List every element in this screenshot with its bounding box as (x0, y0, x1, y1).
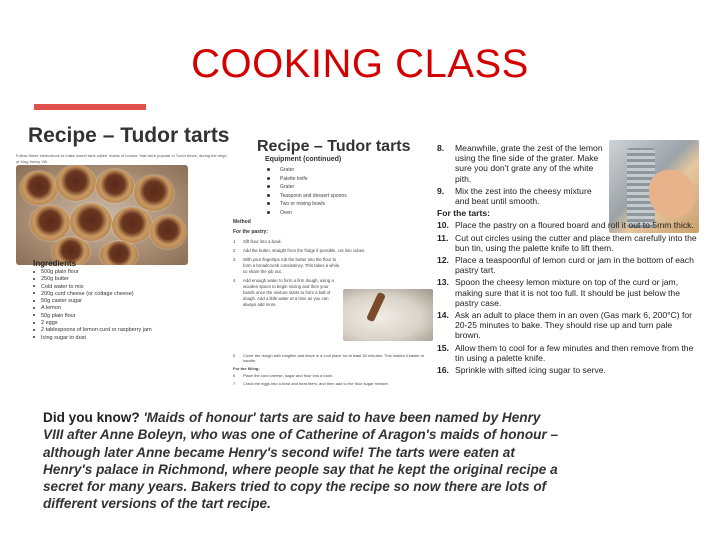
ingredient-item (33, 269, 233, 276)
step-text: Place the curd cheese, sugar and flour into a bowl. (243, 373, 333, 379)
step-number: 9. (437, 185, 445, 196)
method-step (437, 277, 697, 308)
step-number: 12. (437, 255, 449, 266)
method-step (437, 143, 607, 184)
method-step (233, 239, 433, 245)
step-number: 4 (233, 278, 236, 283)
recipe-intro: Follow these instructions to make sweet tarts called 'maids of honour' that were popular in Tudor times, during the reign of King Henry VIII. (16, 153, 227, 164)
equipment-item (267, 183, 437, 192)
step-number: 10. (437, 220, 449, 231)
equipment-text: Grater (280, 184, 295, 190)
method-step (233, 366, 433, 371)
step-text: Cover the dough with clingfilm and leave in a cool place for at least 30 minutes. This makes it easier to handle. (243, 353, 425, 364)
mixing-bowl-photo (343, 289, 433, 341)
step-text: Allow them to cool for a few minutes and then remove from the tin using a palette knife. (455, 342, 694, 363)
ingredients-heading: Ingredients (33, 259, 77, 268)
step-number: 5 (233, 353, 236, 358)
step-number: 15. (437, 342, 449, 353)
recipe-title-continued: Recipe – Tudor tarts (257, 138, 411, 155)
ingredient-text: 500g plain flour (41, 269, 79, 275)
ingredient-item (33, 305, 233, 312)
step-number: 11. (437, 232, 449, 243)
step-text: For the filling: (233, 365, 260, 371)
step-text: Add the butter, straight from the fridge if possible, cut into cubes. (243, 248, 366, 253)
equipment-item (267, 200, 437, 209)
did-you-know-box (43, 409, 563, 513)
step-text: With your fingertips rub the butter into the flour to form a breadcrumb consistency. This takes a while, so share the job out. (243, 257, 341, 274)
step-number: 7 (233, 380, 236, 386)
equipment-text: Palette knife (280, 175, 308, 182)
step-text: Crack the eggs into a bowl and beat them, and then add to the flour sugar mixture. (243, 380, 389, 386)
step-number: 16. (437, 365, 449, 376)
ingredient-item (33, 335, 233, 342)
equipment-item (267, 192, 437, 201)
method-step (437, 343, 697, 363)
method-step (233, 257, 341, 275)
method-step (233, 353, 433, 364)
equipment-text: Grater (280, 167, 295, 173)
method-step (437, 365, 697, 375)
method-step (233, 373, 433, 378)
step-number: 1 (233, 239, 236, 244)
ingredient-text: 250g butter (41, 276, 69, 283)
method-step (233, 381, 433, 386)
step-text: Ask an adult to place them in an oven (Gas mark 6, 200°C) for 20-25 minutes to bake. They should rise up and turn pale brown. (455, 310, 693, 341)
method-step (437, 220, 697, 230)
ingredient-text: 2 eggs (41, 320, 58, 327)
ingredient-item (33, 284, 233, 291)
step-number: 2 (233, 248, 236, 253)
method-step (233, 248, 433, 254)
step-text: Cut out circles using the cutter and place them carefully into the bun tin, using the palette knife to lift them. (455, 232, 697, 253)
step-text: Add enough water to form a firm dough, using a wooden spoon to begin mixing and then your hands once the mixture starts to form a ball of dough. Add a little water at a time as you can always add more. (243, 278, 334, 307)
equipment-heading: Equipment (continued) (265, 156, 342, 163)
ingredient-item (33, 313, 233, 320)
recipe-title: Recipe – Tudor tarts (28, 124, 230, 147)
step-number: 14. (437, 310, 449, 321)
method-step (233, 278, 341, 308)
method-step (437, 310, 697, 341)
step-text: Place the pastry on a floured board and roll it out to 5mm thick. (455, 220, 694, 231)
equipment-list (267, 166, 437, 217)
step-number: 13. (437, 277, 449, 288)
equipment-item (267, 175, 437, 184)
ingredient-text: 2 tablespoons of lemon curd or raspberry jam (41, 327, 152, 334)
ingredient-item (33, 298, 233, 305)
did-you-know-body: 'Maids of honour' tarts are said to have been named by Henry VIII after Anne Boleyn, who was one of Catherine of Aragon's maids of honour – although later Anne became Henry's second wife! The tarts were eaten at Henry's palace in Richmond, where people say that he kept the original recipe a secret for many years. Bakers tried to copy the recipe so now there are lots of different versions of the tart recipe. (43, 410, 559, 512)
method-subheading (437, 208, 697, 218)
step-text: Mix the zest into the cheesy mixture and beat until smooth. (455, 185, 592, 207)
equipment-text: Oven (280, 209, 292, 216)
ingredient-text: 50g plain flour (41, 312, 76, 319)
tarts-photo (16, 165, 188, 265)
ingredients-list (33, 269, 233, 342)
equipment-item (267, 166, 437, 175)
equipment-item (267, 209, 437, 218)
step-text: Meanwhile, grate the zest of the lemon using the fine side of the grater. Make sure you don't grate any of the white pith. (455, 143, 603, 184)
method-heading: Method (233, 219, 251, 225)
ingredient-text: A lemon (41, 305, 61, 312)
pastry-heading: For the pastry: (233, 229, 269, 235)
step-number: 3 (233, 257, 236, 262)
method-steps-final (437, 143, 697, 377)
ingredient-item (33, 327, 233, 334)
equipment-text: Teaspoon and dessert spoons (280, 192, 347, 199)
step-number: 6 (233, 373, 236, 379)
method-steps-continued (233, 353, 433, 388)
step-text: Sprinkle with sifted icing sugar to serve. (455, 365, 606, 376)
step-text: Sift flour into a bowl. (243, 239, 282, 244)
slide-title: COOKING CLASS (191, 42, 529, 86)
step-text: Place a teaspoonful of lemon curd or jam in the bottom of each pastry tart. (455, 255, 694, 276)
step-number: 8. (437, 143, 445, 153)
ingredient-item (33, 276, 233, 283)
step-text: Spoon the cheesy lemon mixture on top of the curd or jam, making sure that it is not too full. It should be just below the pastry case. (455, 277, 680, 308)
ingredient-text: 50g caster sugar (41, 298, 82, 305)
step-text: For the tarts: (437, 208, 490, 219)
method-step (437, 255, 697, 275)
decorative-red-bar (34, 104, 146, 110)
ingredient-text: Cold water to mix (41, 283, 84, 290)
did-you-know-title: Did you know? (43, 410, 140, 425)
ingredient-item (33, 291, 233, 298)
ingredient-text: Icing sugar to dust (41, 334, 86, 341)
ingredient-item (33, 320, 233, 327)
equipment-text: Two or mixing bowls (280, 201, 326, 207)
method-step (437, 233, 697, 253)
ingredient-text: 200g curd cheese (or cottage cheese) (41, 290, 134, 297)
method-step (437, 186, 607, 206)
